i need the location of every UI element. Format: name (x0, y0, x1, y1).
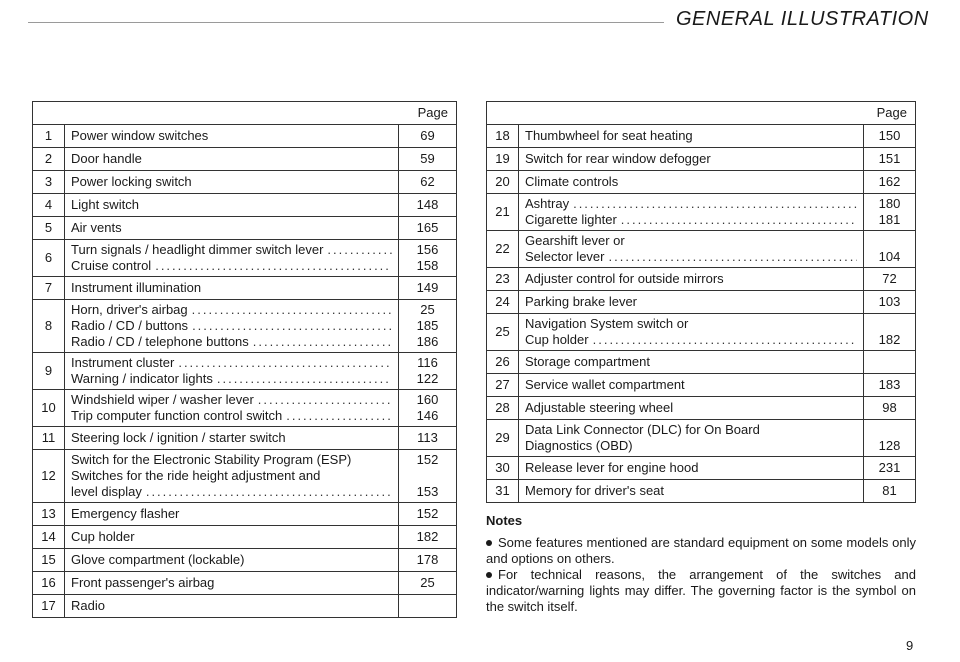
description-text: Cigarette lighter (525, 212, 617, 227)
dot-leader (253, 334, 392, 350)
dot-leader (192, 318, 392, 334)
table-row (33, 572, 457, 595)
item-description (519, 231, 864, 268)
table-row (33, 148, 457, 171)
item-description (519, 268, 864, 291)
page-ref: 185 (416, 318, 439, 333)
dot-leader (573, 196, 857, 212)
description-text: Instrument cluster (71, 355, 175, 370)
dot-leader (155, 258, 392, 274)
item-description (65, 240, 399, 277)
item-number: 29 (487, 420, 519, 457)
page-ref: 59 (420, 151, 435, 166)
item-number: 21 (487, 194, 519, 231)
description-text: Emergency flasher (71, 506, 180, 521)
table-row (33, 390, 457, 427)
description-line (71, 355, 392, 371)
item-number: 13 (33, 503, 65, 526)
dot-leader (178, 355, 392, 371)
item-description (519, 420, 864, 457)
item-number: 8 (33, 300, 65, 353)
item-description (519, 171, 864, 194)
page-ref (866, 233, 913, 249)
note-text: Some features mentioned are standard equipment on some models only and options on others. (486, 535, 916, 566)
item-number: 25 (487, 314, 519, 351)
dot-leader (593, 332, 857, 348)
page-ref: 151 (878, 151, 901, 166)
description-text: Navigation System switch or (525, 316, 689, 331)
item-description (519, 291, 864, 314)
item-page (864, 125, 916, 148)
description-text: Cruise control (71, 258, 152, 273)
note-item (486, 567, 916, 615)
description-line (71, 484, 392, 500)
item-description (65, 194, 399, 217)
table-row (33, 427, 457, 450)
page-ref: 178 (416, 552, 439, 567)
item-page (399, 427, 457, 450)
description-line (71, 552, 392, 568)
item-page (399, 194, 457, 217)
description-text: Diagnostics (OBD) (525, 438, 633, 453)
description-text: Turn signals / headlight dimmer switch lever (71, 242, 324, 257)
table-row (33, 526, 457, 549)
dot-leader (327, 242, 392, 258)
item-number: 5 (33, 217, 65, 240)
item-number: 12 (33, 450, 65, 503)
page-ref: 186 (416, 334, 439, 349)
page-ref: 181 (878, 212, 901, 227)
table-row (487, 314, 916, 351)
page-ref (866, 354, 913, 370)
description-text: Data Link Connector (DLC) for On Board (525, 422, 760, 437)
description-text: Cup holder (525, 332, 589, 347)
item-description (519, 480, 864, 503)
item-number: 9 (33, 353, 65, 390)
page-column-header: Page (864, 102, 916, 125)
item-number: 14 (33, 526, 65, 549)
table-row (33, 595, 457, 618)
page-ref: 25 (420, 302, 435, 317)
item-number: 4 (33, 194, 65, 217)
item-number: 1 (33, 125, 65, 148)
item-number: 15 (33, 549, 65, 572)
notes-title: Notes (486, 513, 523, 528)
item-number: 7 (33, 277, 65, 300)
item-description (65, 427, 399, 450)
dot-leader (192, 302, 392, 318)
item-description (65, 353, 399, 390)
description-line (71, 220, 392, 236)
item-number: 16 (33, 572, 65, 595)
item-description (65, 572, 399, 595)
item-page (864, 480, 916, 503)
item-number: 18 (487, 125, 519, 148)
table-row (487, 480, 916, 503)
description-line (71, 392, 392, 408)
description-line (71, 430, 392, 446)
description-line (71, 506, 392, 522)
table-row (487, 171, 916, 194)
table-header-row (487, 102, 916, 125)
table-row (487, 291, 916, 314)
page-ref: 149 (416, 280, 439, 295)
item-page (864, 457, 916, 480)
item-page (864, 420, 916, 457)
description-line (71, 258, 392, 274)
item-description (65, 277, 399, 300)
page-ref: 25 (420, 575, 435, 590)
table-row (33, 217, 457, 240)
item-number: 2 (33, 148, 65, 171)
page-ref: 180 (878, 196, 901, 211)
description-line (71, 408, 392, 424)
item-number: 19 (487, 148, 519, 171)
table-row (487, 457, 916, 480)
legend-table-right (486, 101, 916, 503)
page-ref: 156 (416, 242, 439, 257)
description-text: Climate controls (525, 174, 619, 189)
item-page (864, 148, 916, 171)
page-ref: 150 (878, 128, 901, 143)
item-number: 24 (487, 291, 519, 314)
item-page (864, 194, 916, 231)
description-line (525, 271, 857, 287)
description-text: Warning / indicator lights (71, 371, 213, 386)
description-line (525, 332, 857, 348)
item-page (399, 240, 457, 277)
page-ref: 128 (878, 438, 901, 453)
description-text: Selector lever (525, 249, 605, 264)
item-page (864, 291, 916, 314)
description-text: Instrument illumination (71, 280, 202, 295)
table-row (487, 397, 916, 420)
item-number: 26 (487, 351, 519, 374)
page-ref (401, 598, 454, 614)
description-text: Adjustable steering wheel (525, 400, 674, 415)
item-page (399, 300, 457, 353)
table-row (487, 420, 916, 457)
page-ref: 158 (416, 258, 439, 273)
description-line (525, 196, 857, 212)
page-ref: 69 (420, 128, 435, 143)
table-row (33, 125, 457, 148)
table-row (487, 268, 916, 291)
item-page (399, 148, 457, 171)
description-text: Gearshift lever or (525, 233, 625, 248)
description-line (71, 575, 392, 591)
description-text: Glove compartment (lockable) (71, 552, 245, 567)
item-page (864, 314, 916, 351)
item-number: 11 (33, 427, 65, 450)
page-ref (401, 468, 454, 484)
description-text: Steering lock / ignition / starter switch (71, 430, 286, 445)
item-page (399, 450, 457, 503)
description-line (525, 128, 857, 144)
description-text: Windshield wiper / washer lever (71, 392, 254, 407)
page-ref: 231 (878, 460, 901, 475)
description-text: Cup holder (71, 529, 135, 544)
page-ref: 152 (416, 452, 439, 467)
page-ref: 72 (882, 271, 897, 286)
description-line (71, 371, 392, 387)
description-line (525, 212, 857, 228)
dot-leader (286, 408, 392, 424)
dot-leader (217, 371, 392, 387)
item-page (399, 217, 457, 240)
table-row (33, 503, 457, 526)
item-page (864, 397, 916, 420)
item-page (399, 390, 457, 427)
item-page (399, 526, 457, 549)
item-number: 30 (487, 457, 519, 480)
description-text: Adjuster control for outside mirrors (525, 271, 724, 286)
page-title: GENERAL ILLUSTRATION (676, 8, 929, 30)
item-description (519, 194, 864, 231)
description-line (525, 249, 857, 265)
table-header-blank (487, 102, 864, 125)
item-description (519, 457, 864, 480)
item-page (399, 572, 457, 595)
description-text: Release lever for engine hood (525, 460, 699, 475)
description-text: Front passenger's airbag (71, 575, 215, 590)
table-row (487, 374, 916, 397)
description-text: Power window switches (71, 128, 209, 143)
description-line (525, 377, 857, 393)
description-line (525, 294, 857, 310)
item-description (65, 595, 399, 618)
item-description (65, 450, 399, 503)
item-number: 3 (33, 171, 65, 194)
item-page (399, 549, 457, 572)
description-line (71, 128, 392, 144)
description-line (71, 529, 392, 545)
table-row (487, 231, 916, 268)
table-row (33, 549, 457, 572)
description-line (525, 354, 857, 370)
description-line (525, 233, 857, 249)
item-page (399, 503, 457, 526)
table-row (33, 240, 457, 277)
description-text: Radio / CD / telephone buttons (71, 334, 249, 349)
item-page (399, 277, 457, 300)
description-line (71, 280, 392, 296)
table-row (487, 148, 916, 171)
legend-table-left (32, 101, 457, 618)
page-ref: 104 (878, 249, 901, 264)
item-number: 17 (33, 595, 65, 618)
item-page (399, 595, 457, 618)
header-rule (28, 22, 664, 23)
page-ref: 153 (416, 484, 439, 499)
item-number: 6 (33, 240, 65, 277)
item-number: 27 (487, 374, 519, 397)
description-line (71, 334, 392, 350)
description-text: Memory for driver's seat (525, 483, 665, 498)
item-page (864, 351, 916, 374)
page-ref: 62 (420, 174, 435, 189)
page-ref: 182 (416, 529, 439, 544)
description-text: level display (71, 484, 142, 499)
item-description (65, 503, 399, 526)
item-page (864, 374, 916, 397)
table-row (487, 125, 916, 148)
table-row (33, 194, 457, 217)
item-description (65, 390, 399, 427)
table-header-row (33, 102, 457, 125)
item-description (65, 300, 399, 353)
notes-section (486, 513, 916, 615)
item-description (519, 148, 864, 171)
table-row (33, 450, 457, 503)
table-row (487, 351, 916, 374)
description-line (71, 318, 392, 334)
description-line (525, 460, 857, 476)
page-ref: 122 (416, 371, 439, 386)
bullet-icon (486, 572, 492, 578)
description-text: Radio (71, 598, 105, 613)
description-text: Trip computer function control switch (71, 408, 283, 423)
item-number: 28 (487, 397, 519, 420)
description-line (525, 422, 857, 438)
item-description (65, 217, 399, 240)
table-row (33, 277, 457, 300)
page-ref: 152 (416, 506, 439, 521)
table-row (33, 353, 457, 390)
table-row (33, 300, 457, 353)
page-ref: 146 (416, 408, 439, 423)
item-page (399, 171, 457, 194)
description-text: Power locking switch (71, 174, 192, 189)
dot-leader (146, 484, 392, 500)
item-description (519, 397, 864, 420)
description-text: Radio / CD / buttons (71, 318, 189, 333)
description-line (71, 452, 392, 468)
item-description (519, 374, 864, 397)
dot-leader (258, 392, 392, 408)
description-line (71, 598, 392, 614)
description-text: Door handle (71, 151, 142, 166)
item-number: 20 (487, 171, 519, 194)
description-text: Thumbwheel for seat heating (525, 128, 693, 143)
description-text: Light switch (71, 197, 139, 212)
table-row (33, 171, 457, 194)
item-description (519, 314, 864, 351)
description-text: Service wallet compartment (525, 377, 685, 392)
item-page (399, 125, 457, 148)
item-description (65, 148, 399, 171)
description-text: Ashtray (525, 196, 570, 211)
item-description (65, 125, 399, 148)
table-header-blank (33, 102, 399, 125)
description-line (71, 174, 392, 190)
page-ref: 81 (882, 483, 897, 498)
bullet-icon (486, 540, 492, 546)
page-ref: 148 (416, 197, 439, 212)
description-text: Horn, driver's airbag (71, 302, 188, 317)
description-line (71, 197, 392, 213)
item-page (864, 268, 916, 291)
description-line (525, 400, 857, 416)
table-row (487, 194, 916, 231)
page-ref: 103 (878, 294, 901, 309)
page-number: 9 (906, 638, 914, 653)
item-description (65, 171, 399, 194)
description-text: Switch for the Electronic Stability Program (ESP) (71, 452, 352, 467)
description-text: Storage compartment (525, 354, 651, 369)
note-text: For technical reasons, the arrangement of the switches and indicator/warning lights may differ. The governing factor is the symbol on the switch itself. (486, 567, 916, 614)
page-ref: 160 (416, 392, 439, 407)
page-ref: 116 (417, 355, 438, 370)
page-ref (866, 422, 913, 438)
description-text: Switch for rear window defogger (525, 151, 711, 166)
page-ref: 182 (878, 332, 901, 347)
description-text: Switches for the ride height adjustment and (71, 468, 321, 483)
description-text: Parking brake lever (525, 294, 637, 309)
item-description (65, 526, 399, 549)
dot-leader (621, 212, 857, 228)
description-line (525, 151, 857, 167)
description-text: Air vents (71, 220, 122, 235)
dot-leader (608, 249, 857, 265)
description-line (71, 468, 392, 484)
description-line (71, 302, 392, 318)
item-number: 31 (487, 480, 519, 503)
item-description (65, 549, 399, 572)
item-description (519, 351, 864, 374)
description-line (525, 174, 857, 190)
description-line (71, 151, 392, 167)
description-line (525, 483, 857, 499)
page-ref: 183 (878, 377, 901, 392)
item-number: 10 (33, 390, 65, 427)
page-ref: 165 (416, 220, 439, 235)
page-ref: 162 (878, 174, 901, 189)
description-line (525, 438, 857, 454)
note-item (486, 535, 916, 567)
page-ref (866, 316, 913, 332)
item-page (864, 231, 916, 268)
item-page (399, 353, 457, 390)
item-page (864, 171, 916, 194)
page-ref: 98 (882, 400, 897, 415)
description-line (525, 316, 857, 332)
description-line (71, 242, 392, 258)
item-number: 22 (487, 231, 519, 268)
page-column-header: Page (399, 102, 457, 125)
item-description (519, 125, 864, 148)
page-ref: 113 (417, 430, 438, 445)
item-number: 23 (487, 268, 519, 291)
